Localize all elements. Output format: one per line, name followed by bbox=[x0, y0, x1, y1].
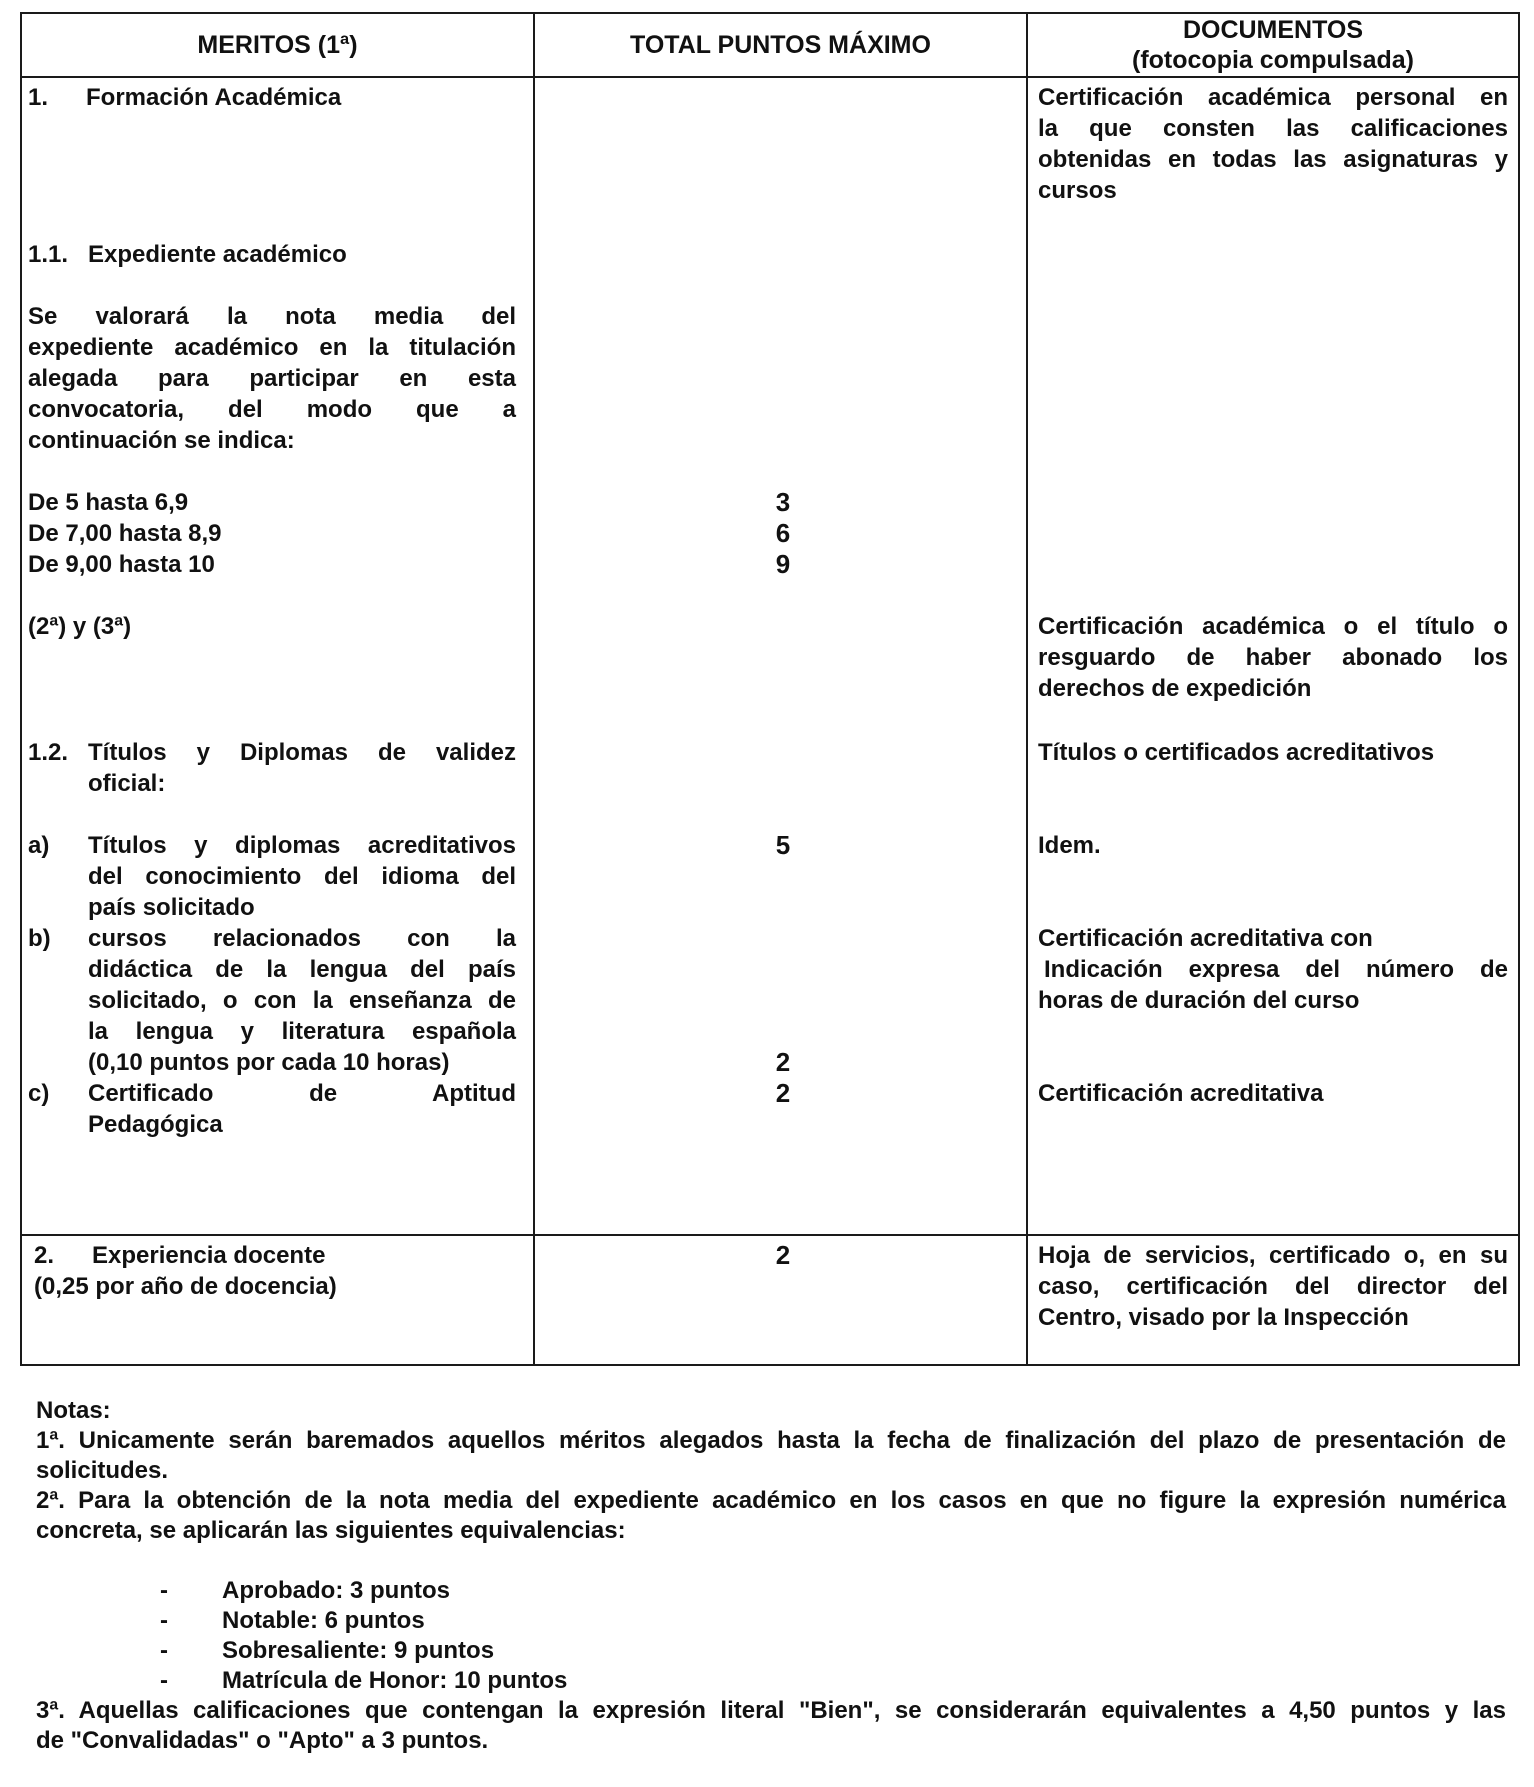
doc-item-b-line-2: Indicación expresa del número de bbox=[1044, 956, 1508, 983]
header-total-puntos: TOTAL PUNTOS MÁXIMO bbox=[534, 13, 1027, 77]
doc-notes-line-1: Certificación académica o el título o bbox=[1038, 613, 1508, 640]
section-1-2-number: 1.2. bbox=[28, 739, 69, 766]
doc-notes-line-3: derechos de expedición bbox=[1038, 675, 1312, 702]
grade-range-2: De 7,00 hasta 8,9 bbox=[28, 520, 222, 547]
cell-documentos-formacion bbox=[1027, 77, 1519, 1235]
doc-2-line-1: Hoja de servicios, certificado o, en su bbox=[1038, 1242, 1508, 1269]
item-a-points: 5 bbox=[775, 830, 791, 860]
equivalence-3: Sobresaliente: 9 puntos bbox=[222, 1637, 495, 1664]
item-b-label: b) bbox=[28, 925, 51, 952]
doc-2-line-3: Centro, visado por la Inspección bbox=[1038, 1304, 1409, 1331]
item-b-text-line-3: solicitado, o con la enseñanza de bbox=[88, 987, 516, 1014]
cell-meritos-formacion bbox=[21, 77, 534, 1235]
doc-item-c: Certificación acreditativa bbox=[1038, 1080, 1324, 1107]
notes-spacer bbox=[36, 1546, 1506, 1576]
doc-1-line-4: cursos bbox=[1038, 177, 1117, 204]
grade-points-2: 6 bbox=[775, 518, 791, 548]
grade-range-3: De 9,00 hasta 10 bbox=[28, 551, 215, 578]
section-1-1-title: Expediente académico bbox=[88, 241, 347, 268]
section-2-subtitle: (0,25 por año de docencia) bbox=[34, 1273, 337, 1300]
item-c-text-line-1: Certificado de Aptitud bbox=[88, 1080, 516, 1107]
bullet-2: - bbox=[160, 1607, 168, 1634]
item-c-points: 2 bbox=[775, 1078, 791, 1108]
equivalence-4: Matrícula de Honor: 10 puntos bbox=[222, 1667, 568, 1694]
table-row-experiencia bbox=[21, 1235, 1519, 1365]
section-2-title: Experiencia docente bbox=[92, 1242, 326, 1269]
section-1-2-title-line-2: oficial: bbox=[88, 770, 166, 797]
cell-documentos-experiencia bbox=[1027, 1235, 1519, 1365]
table-header-row bbox=[21, 13, 1519, 77]
note-3-line-1: 3ª. Aquellas calificaciones que contengan la expresión literal "Bien", se considerarán equivalentes a 4,50 puntos y las bbox=[36, 1697, 1506, 1724]
doc-1-line-1: Certificación académica personal en bbox=[1038, 84, 1508, 111]
item-b-points: 2 bbox=[775, 1047, 791, 1077]
expediente-text-line-2: expediente académico en la titulación bbox=[28, 334, 516, 361]
note-1-line-2: solicitudes. bbox=[36, 1457, 169, 1484]
expediente-text-line-5: continuación se indica: bbox=[28, 427, 295, 454]
doc-notes-line-2: resguardo de haber abonado los bbox=[1038, 644, 1508, 671]
bullet-1: - bbox=[160, 1577, 168, 1604]
equivalences-list bbox=[36, 1576, 1506, 1696]
item-a-label: a) bbox=[28, 832, 50, 859]
section-1-2-title-line-1: Títulos y Diplomas de validez bbox=[88, 739, 516, 766]
section-1-title: Formación Académica bbox=[86, 84, 342, 111]
cell-total-formacion bbox=[534, 77, 1027, 1235]
section-2-points: 2 bbox=[775, 1240, 791, 1270]
expediente-text-line-3: alegada para participar en esta bbox=[28, 365, 516, 392]
cell-meritos-experiencia bbox=[21, 1235, 534, 1365]
header-documentos: DOCUMENTOS (fotocopia compulsada) bbox=[1027, 13, 1519, 77]
note-3-line-2: de "Convalidadas" o "Apto" a 3 puntos. bbox=[36, 1727, 489, 1754]
note-2-line-2: concreta, se aplicarán las siguientes equivalencias: bbox=[36, 1517, 626, 1544]
section-2-number: 2. bbox=[34, 1242, 55, 1269]
grade-points-1: 3 bbox=[775, 487, 791, 517]
item-a-text-line-2: del conocimiento del idioma del bbox=[88, 863, 516, 890]
doc-item-a: Idem. bbox=[1038, 832, 1101, 859]
doc-1-2: Títulos o certificados acreditativos bbox=[1038, 739, 1435, 766]
merits-table bbox=[20, 12, 1520, 1366]
item-b-text-line-4: la lengua y literatura española bbox=[88, 1018, 516, 1045]
doc-2-line-2: caso, certificación del director del bbox=[1038, 1273, 1508, 1300]
notes-section bbox=[36, 1396, 1506, 1756]
table-row-formacion bbox=[21, 77, 1519, 1235]
item-a-text-line-1: Títulos y diplomas acreditativos bbox=[88, 832, 516, 859]
grade-points-3: 9 bbox=[775, 549, 791, 579]
doc-item-b-line-3: horas de duración del curso bbox=[1038, 987, 1360, 1014]
equivalence-2: Notable: 6 puntos bbox=[222, 1607, 425, 1634]
item-a-text-line-3: país solicitado bbox=[88, 894, 255, 921]
item-c-label: c) bbox=[28, 1080, 50, 1107]
bullet-3: - bbox=[160, 1637, 168, 1664]
notes-title: Notas: bbox=[36, 1397, 111, 1424]
item-b-text-line-1: cursos relacionados con la bbox=[88, 925, 516, 952]
section-1-1-number: 1.1. bbox=[28, 241, 69, 268]
item-b-text-line-5: (0,10 puntos por cada 10 horas) bbox=[88, 1049, 450, 1076]
notes-reference: (2ª) y (3ª) bbox=[28, 613, 132, 640]
section-1-number: 1. bbox=[28, 84, 49, 111]
note-1-line-1: 1ª. Unicamente serán baremados aquellos méritos alegados hasta la fecha de finalización del plazo de presentación de bbox=[36, 1427, 1506, 1454]
doc-1-line-3: obtenidas en todas las asignaturas y bbox=[1038, 146, 1508, 173]
cell-total-experiencia bbox=[534, 1235, 1027, 1365]
grade-range-1: De 5 hasta 6,9 bbox=[28, 489, 189, 516]
equivalence-1: Aprobado: 3 puntos bbox=[222, 1577, 450, 1604]
header-meritos: MERITOS (1ª) bbox=[21, 13, 534, 77]
bullet-4: - bbox=[160, 1667, 168, 1694]
expediente-text-line-4: convocatoria, del modo que a bbox=[28, 396, 516, 423]
doc-1-line-2: la que consten las calificaciones bbox=[1038, 115, 1508, 142]
item-b-text-line-2: didáctica de la lengua del país bbox=[88, 956, 516, 983]
doc-item-b-line-1: Certificación acreditativa con bbox=[1038, 925, 1373, 952]
note-2-line-1: 2ª. Para la obtención de la nota media del expediente académico en los casos en que no figure la expresión numérica bbox=[36, 1487, 1506, 1514]
item-c-text-line-2: Pedagógica bbox=[88, 1111, 223, 1138]
expediente-text-line-1: Se valorará la nota media del bbox=[28, 303, 516, 330]
